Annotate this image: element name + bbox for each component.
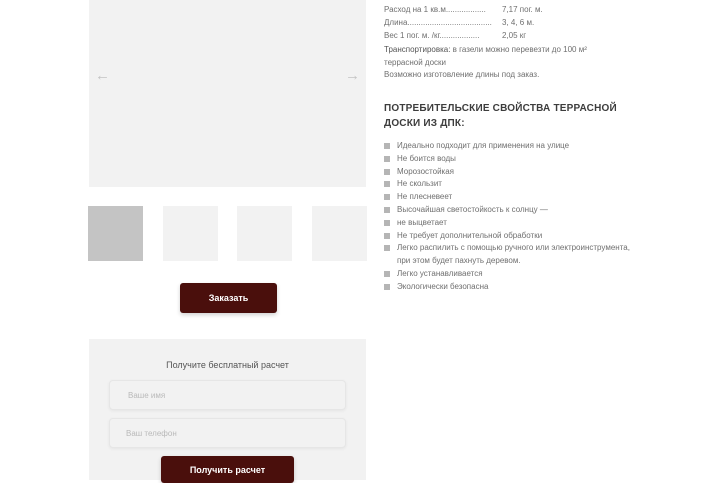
square-bullet-icon <box>384 271 390 277</box>
list-item <box>384 178 634 191</box>
gallery-prev-arrow-icon[interactable]: ← <box>95 67 110 84</box>
square-bullet-icon <box>384 284 390 290</box>
gallery-thumbnail-2[interactable] <box>163 206 218 261</box>
list-item <box>384 230 634 243</box>
list-item-text: Морозостойкая <box>397 166 454 176</box>
transport-info <box>384 44 614 82</box>
list-item-text: не выцветает <box>397 217 447 227</box>
list-item <box>384 268 634 281</box>
list-item <box>384 140 634 153</box>
phone-input[interactable] <box>109 418 346 448</box>
spec-value: 7,17 пог. м. <box>502 5 543 14</box>
product-gallery-main-image <box>89 0 366 187</box>
list-item-text: Не боится воды <box>397 153 456 163</box>
list-item-text: Высочайшая светостойкость к солнцу — <box>397 204 548 214</box>
square-bullet-icon <box>384 207 390 213</box>
list-item-text: Не требует дополнительной обработки <box>397 230 543 240</box>
name-input[interactable] <box>109 380 346 410</box>
properties-heading: ПОТРЕБИТЕЛЬСКИЕ СВОЙСТВА ТЕРРАСНОЙ ДОСКИ ИЗ ДПК: <box>384 103 617 129</box>
order-button[interactable]: Заказать <box>180 283 277 313</box>
spec-label: Вес 1 пог. м. /кг.................. <box>384 31 480 40</box>
list-item <box>384 153 634 166</box>
spec-value: 3, 4, 6 м. <box>502 18 535 27</box>
calc-form-title: Получите бесплатный расчет <box>166 360 289 370</box>
square-bullet-icon <box>384 220 390 226</box>
list-item <box>384 281 634 294</box>
list-item <box>384 204 634 217</box>
square-bullet-icon <box>384 143 390 149</box>
square-bullet-icon <box>384 245 390 251</box>
square-bullet-icon <box>384 169 390 175</box>
custom-length-note: Возможно изготовление длины под заказ. <box>384 70 540 79</box>
list-item <box>384 166 634 179</box>
list-item <box>384 242 634 268</box>
spec-label: Длина...................................... <box>384 18 492 27</box>
list-item-text: Не скользит <box>397 179 442 189</box>
list-item <box>384 217 634 230</box>
list-item <box>384 191 634 204</box>
spec-label: Расход на 1 кв.м.................. <box>384 5 486 14</box>
transport-text: в газели можно перевезти до 100 м² террасной доски <box>384 45 587 67</box>
gallery-next-arrow-icon[interactable]: → <box>345 67 360 84</box>
list-item-text: Экологически безопасна <box>397 281 489 291</box>
get-calculation-button[interactable]: Получить расчет <box>161 456 294 483</box>
gallery-thumbnail-3[interactable] <box>237 206 292 261</box>
gallery-thumbnail-4[interactable] <box>312 206 367 261</box>
transport-label: Транспортировка: <box>384 45 451 54</box>
square-bullet-icon <box>384 156 390 162</box>
list-item-text: Идеально подходит для применения на улице <box>397 141 570 150</box>
square-bullet-icon <box>384 194 390 200</box>
properties-list <box>384 140 634 294</box>
free-calculation-form <box>89 339 366 480</box>
list-item-text: Легко устанавливается <box>397 268 483 278</box>
spec-value: 2,05 кг <box>502 31 527 40</box>
gallery-thumbnail-1[interactable] <box>88 206 143 261</box>
square-bullet-icon <box>384 233 390 239</box>
list-item-text: Не плесневеет <box>397 192 453 202</box>
list-item-text: Легко распилить с помощью ручного или электроинструмента, при этом будет пахнуть деревом. <box>397 243 630 266</box>
square-bullet-icon <box>384 181 390 187</box>
